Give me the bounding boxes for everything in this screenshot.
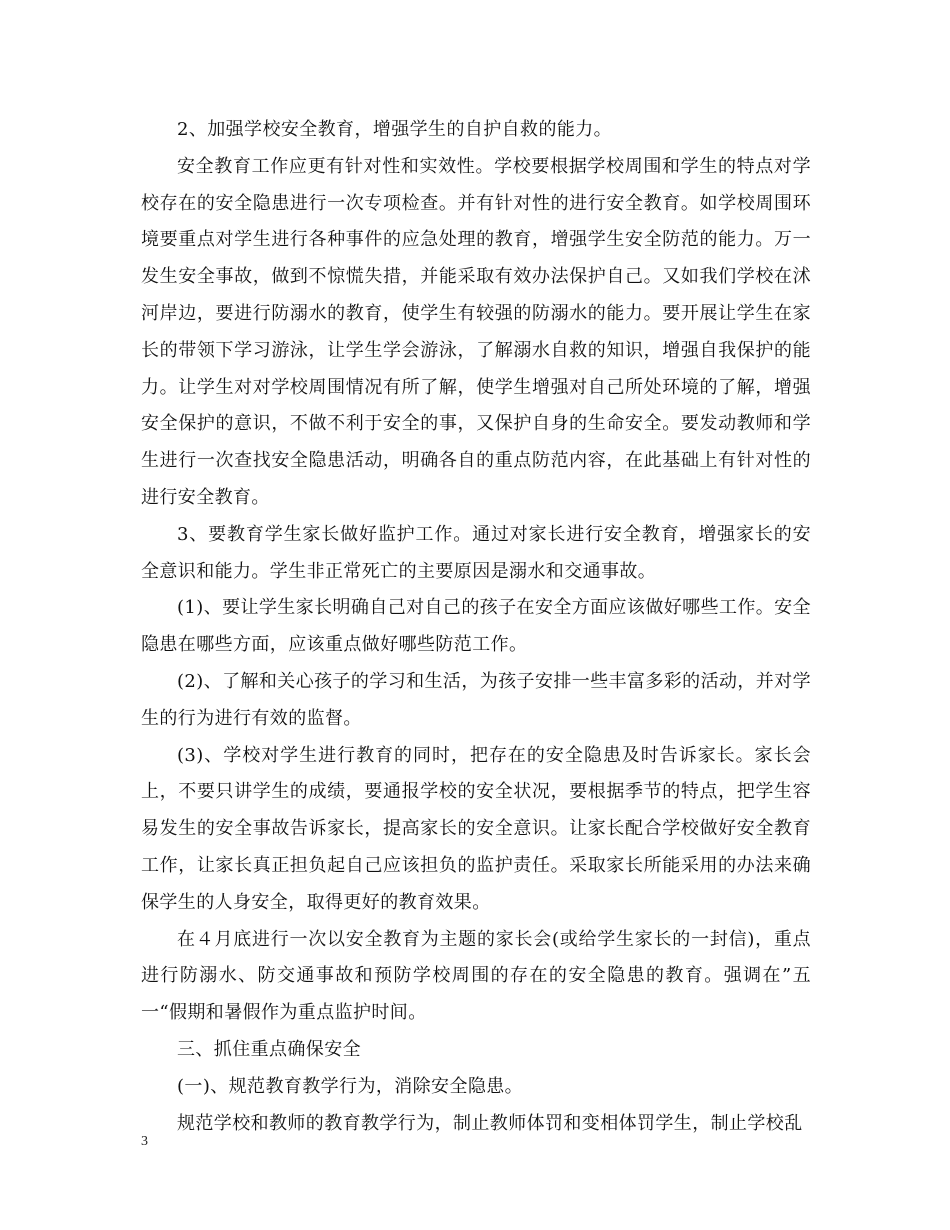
- subsection-heading-one: (一)、规范教育教学行为，消除安全隐患。: [177, 1075, 524, 1097]
- paragraph-item-1: (1)、要让学生家长明确自己对自己的孩子在安全方面应该做好哪些工作。安全隐患在哪些方面，应该重点做好哪些防范工作。: [141, 597, 811, 656]
- paragraph-item-2: (2)、了解和关心孩子的学习和生活，为孩子安排一些丰富多彩的活动，并对学生的行为进行有效的监督。: [141, 670, 811, 729]
- page-number: 3: [141, 1134, 148, 1149]
- paragraph-safety-education: 安全教育工作应更有针对性和实效性。学校要根据学校周围和学生的特点对学校存在的安全隐患进行一次专项检查。并有针对性的进行安全教育。如学校周围环境要重点对学生进行各种事件的应急处理的教育，增强学生安全防范的能力。万一发生安全事故，做到不惊慌失措，并能采取有效办法保护自己。又如我们学校在沭河岸边，要进行防溺水的教育，使学生有较强的防溺水的能力。要开展让学生在家长的带领下学习游泳，让学生学会游泳，了解溺水自救的知识，增强自我保护的能力。让学生对对学校周围情况有所了解，使学生增强对自己所处环境的了解，增强安全保护的意识，不做不利于安全的事，又保护自身的生命安全。要发动教师和学生进行一次查找安全隐患活动，明确各自的重点防范内容，在此基础上有针对性的进行安全教育。: [141, 155, 811, 508]
- paragraph-parent-meeting: 在４月底进行一次以安全教育为主题的家长会(或给学生家长的一封信)，重点进行防溺水、防交通事故和预防学校周围的存在的安全隐患的教育。强调在”五一“假期和暑假作为重点监护时间。: [141, 928, 811, 1024]
- paragraph-heading-3: 3、要教育学生家长做好监护工作。通过对家长进行安全教育，增强家长的安全意识和能力。学生非正常死亡的主要原因是溺水和交通事故。: [141, 523, 811, 582]
- paragraph-heading-2: 2、加强学校安全教育，增强学生的自护自救的能力。: [177, 119, 613, 140]
- paragraph-item-3: (3)、学校对学生进行教育的同时，把存在的安全隐患及时告诉家长。家长会上，不要只讲学生的成绩，要通报学校的安全状况，要根据季节的特点，把学生容易发生的安全事故告诉家长，提高家长的安全意识。让家长配合学校做好安全教育工作，让家长真正担负起自己应该担负的监护责任。采取家长所能采用的办法来确保学生的人身安全，取得更好的教育效果。: [141, 744, 811, 913]
- section-heading-three: 三、抓住重点确保安全: [177, 1038, 361, 1060]
- body-text: [141, 112, 811, 1142]
- paragraph-regulate-teaching: 规范学校和教师的教育教学行为，制止教师体罚和变相体罚学生，制止学校乱: [177, 1112, 803, 1134]
